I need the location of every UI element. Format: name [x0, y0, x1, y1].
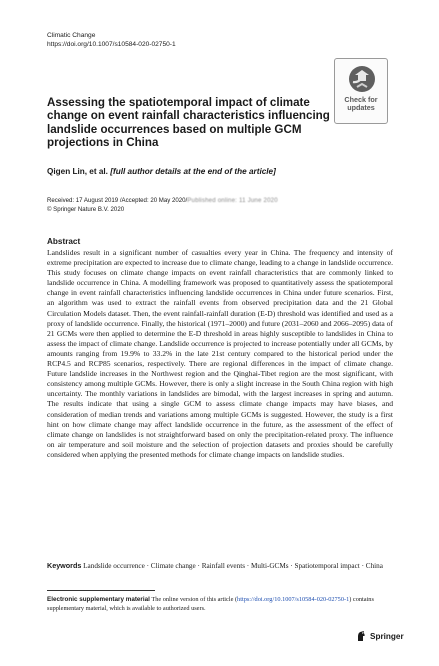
- esm-label: Electronic supplementary material: [47, 596, 150, 603]
- article-title: Assessing the spatiotemporal impact of climate change on event rainfall characteristics influencing landslide occurrences based on multiple GCM projections in China: [47, 96, 330, 150]
- keywords-list: Landslide occurrence · Climate change · Rainfall events · Multi-GCMs · Spatiotemporal impact · China: [83, 562, 383, 570]
- esm-text-before: The online version of this article (: [151, 596, 238, 603]
- keywords: [47, 561, 393, 571]
- journal-header: [47, 31, 176, 49]
- copyright-line: © Springer Nature B.V. 2020: [47, 206, 125, 213]
- publisher-name: Springer: [370, 631, 404, 641]
- publication-dates: [47, 196, 278, 214]
- abstract-text: Landslides result in a significant number of casualties every year in China. The frequency and intensity of extreme precipitation are expected to increase due to climate change, leading to a change in landslide occurrence. This study focuses on climate change impacts on event rainfall characteristics that are commonly linked to landslide occurrence in China. A modelling framework was proposed to quantitatively assess the spatiotemporal change in event rainfall characteristics influencing landslide occurrences in China under future scenarios. First, an algorithm was used to extract the rainfall events from observed precipitation data and the 21 Global Circulation Models dataset. Then, the event rainfall-rainfall duration (E-D) threshold was identified and used as a proxy of landslide occurrence. Finally, the historical (1971–2000) and future (2031–2060 and 2066–2095) data of 21 GCMs were then applied to determine the E-D threshold in areas highly susceptible to landslides in China to assess the impact of climate change. Landslide occurrence is projected to increase potentially under all GCMs, by amounts ranging from 19.9% to 33.2% in the late 21st century compared to the historical period under the RCP4.5 and RCP85 scenarios, respectively. There are regional differences in the impact of climate change. Future landslide increases in the Northwest region and the Qinghai-Tibet region are the most significant, with consistency among multiple GCMs. However, there is only a slight increase in the South China region with high uncertainty. The monthly variations in landslides are bimodal, with the largest increases in spring and autumn. The results indicate that using a single GCM to assess climate change impacts may have biases, and consideration of median trends and variations among multiple GCMs is suggested. However, the study is a first hint on how climate change may affect landslide occurrence in the future, as the assessment of the effect of climate change on landslides is not straightforward based on only the precipitation-related proxy. The influence on air temperature and soil moisture and the selection of projection datasets and proxies should be carefully considered when applying the presented methods for climate change impacts on landslide studies.: [47, 248, 393, 459]
- publisher-logo: [355, 630, 404, 642]
- received-accepted-dates: Received: 17 August 2019 /Accepted: 20 May 2020/: [47, 197, 188, 204]
- esm-text-after: ) contains supplementary material, which is available to authorized users.: [47, 596, 374, 612]
- supplementary-note: [47, 596, 393, 613]
- check-for-updates-icon: [348, 65, 376, 93]
- author-names: Qigen Lin, et al.: [47, 167, 108, 176]
- springer-horse-icon: [355, 630, 367, 642]
- published-online-date: Published online: 11 June 2020: [187, 197, 278, 204]
- esm-link[interactable]: https://doi.org/10.1007/s10584-020-02750-1: [237, 596, 350, 603]
- author-line: [47, 167, 276, 176]
- keywords-label: Keywords: [47, 561, 82, 570]
- check-for-updates-badge[interactable]: [334, 58, 388, 124]
- badge-label: Check for updates: [344, 95, 378, 112]
- author-details: [full author details at the end of the article]: [110, 167, 276, 176]
- journal-name: Climatic Change: [47, 32, 96, 39]
- footnote-divider: [47, 590, 155, 591]
- doi-link[interactable]: https://doi.org/10.1007/s10584-020-02750-1: [47, 41, 176, 48]
- abstract-heading: Abstract: [47, 237, 81, 246]
